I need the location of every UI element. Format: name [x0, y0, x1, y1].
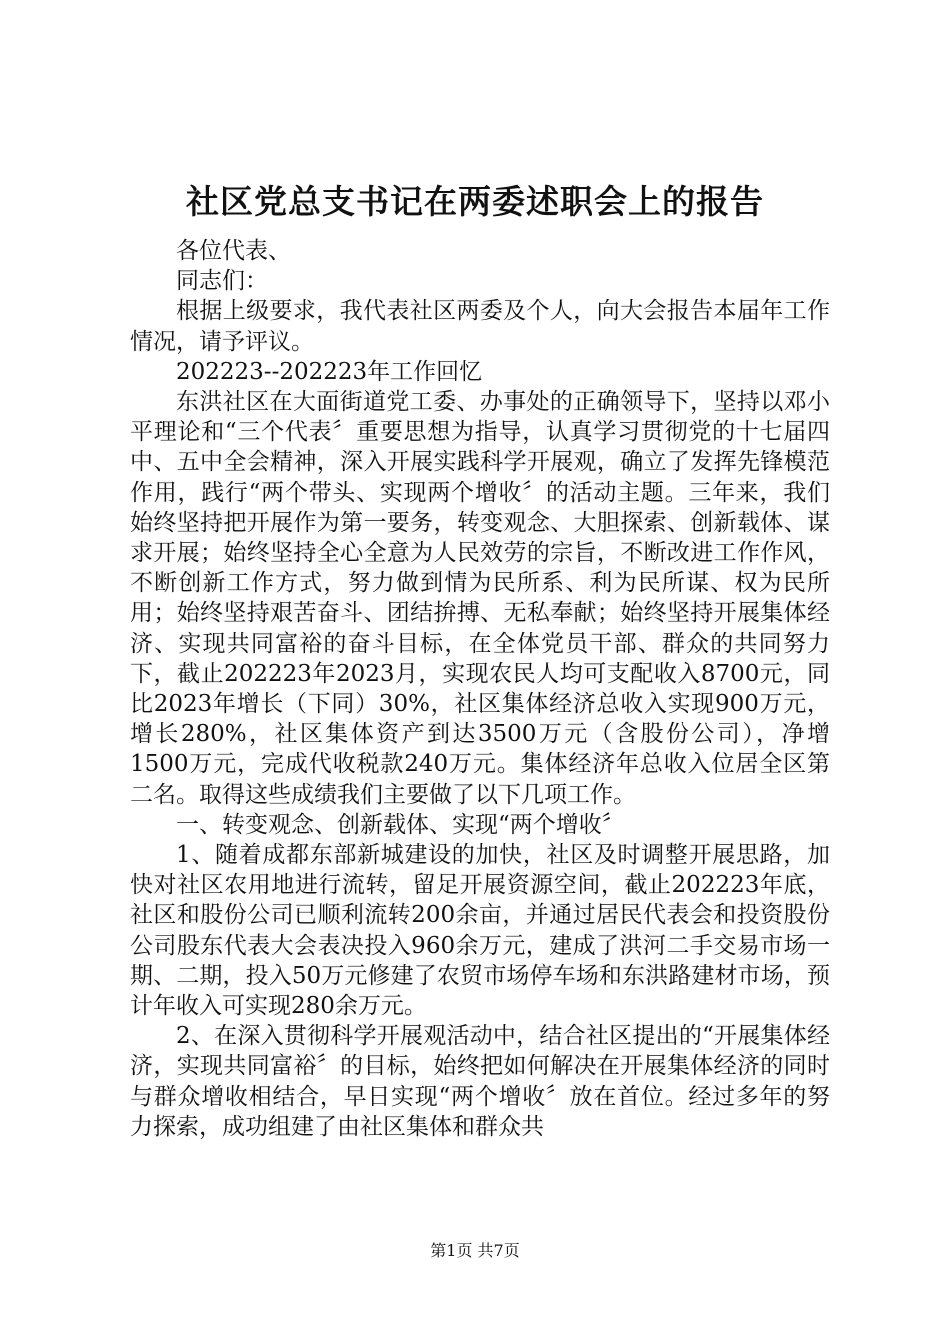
intro-paragraph: 根据上级要求，我代表社区两委及个人，向大会报告本届年工作情况，请予评议。: [130, 298, 830, 355]
overview-paragraph: 东洪社区在大面街道党工委、办事处的正确领导下，坚持以邓小平理论和“三个代表〞重要思想为指导，认真学习贯彻党的十七届四中、五中全会精神，深入开展实践科学开展观，确立了发挥先锋模范作用，践行“两个带头、实现两个增收〞的活动主题。三年来，我们始终坚持把开展作为第一要务，转变观念、大胆探索、创新载体、谋求开展；始终坚持全心全意为人民效劳的宗旨，不断改进工作作风，不断创新工作方式，努力做到情为民所系、利为民所谋、权为民所用；始终坚持艰苦奋斗、团结拚搏、无私奉献；始终坚持开展集体经济、实现共同富裕的奋斗目标，在全体党员干部、群众的共同努力下，截止202223年2023月，实现农民人均可支配收入8700元，同比2023年增长（下同）30%，社区集体经济总收入实现900万元，增长280%，社区集体资产到达3500万元（含股份公司），净增1500万元，完成代收税款240万元。集体经济年总收入位居全区第二名。取得这些成绩我们主要做了以下几项工作。: [130, 389, 830, 808]
section-heading-review: 202223--202223年工作回忆: [176, 358, 483, 385]
item-one-paragraph: 1、随着成都东部新城建设的加快，社区及时调整开展思路，加快对社区农用地进行流转，留足开展资源空间，截止202223年底，社区和股份公司已顺利流转200余亩，并通过居民代表会和投资股份公司股东代表大会表决投入960余万元，建成了洪河二手交易市场一期、二期，投入50万元修建了农贸市场停车场和东洪路建材市场，预计年收入可实现280余万元。: [130, 842, 830, 1020]
section-heading-one: 一、转变观念、创新载体、实现“两个增收〞: [176, 811, 625, 838]
salutation-comrades: 同志们：: [176, 268, 268, 295]
document-body: [130, 236, 830, 1142]
item-two-paragraph: 2、在深入贯彻科学开展观活动中，结合社区提出的“开展集体经济，实现共同富裕〞的目标，始终把如何解决在开展集体经济的同时与群众增收相结合，早日实现“两个增收〞放在首位。经过多年的努力探索，成功组建了由社区集体和群众共: [130, 1023, 830, 1140]
salutation-representatives: 各位代表、: [176, 238, 291, 264]
document-title: 社区党总支书记在两委述职会上的报告: [186, 182, 764, 221]
page-footer: 第1页 共7页: [430, 1241, 520, 1260]
